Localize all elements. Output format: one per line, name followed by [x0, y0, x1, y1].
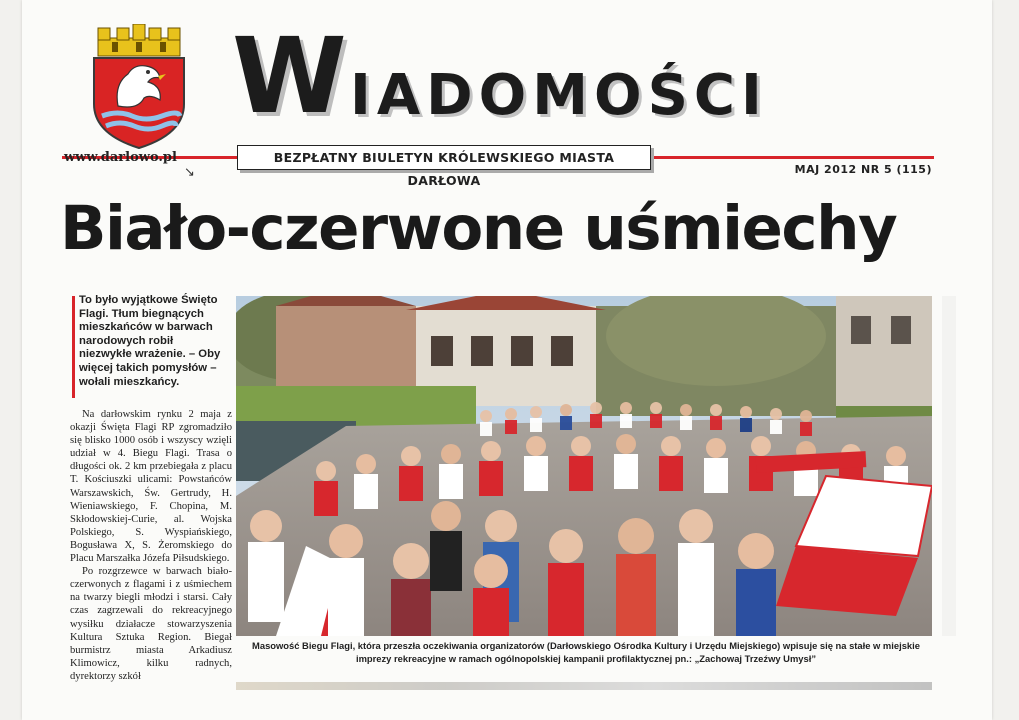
issue-number: MAJ 2012 NR 5 (115) — [794, 163, 932, 176]
masthead-title — [232, 15, 952, 137]
tagline-box — [237, 145, 651, 188]
lead-accent-bar — [72, 296, 75, 398]
masthead-initial: W — [232, 15, 341, 137]
next-photo-strip — [236, 682, 932, 690]
page-margin — [942, 296, 956, 636]
article-headline: Biało-czerwone uśmiechy — [60, 193, 897, 264]
newspaper-page — [22, 0, 992, 720]
masthead-rest: IADOMOŚCI — [350, 63, 768, 128]
photo-caption: Masowość Biegu Flagi, która przeszła oczekiwania organizatorów (Darłowskiego Ośrodka Kultury i Urzędu Miejskiego) wpisuje się na stałe w miejskie imprezy rekreacyjne w ramach ogólnopolskiej kampanii profilaktycznej pn.: „Zachowaj Trzeźwy Umysł” — [252, 640, 920, 664]
article-paragraph: Po rozgrzewce w barwach biało-czerwonych z flagami i z uśmiechem na twarzy biegli młodzi i starsi. Cały czas zagrzewali do rekreacyjnego wysiłku działacze stowarzyszenia Kultura Sztuka Region. Biegał burmistrz miasta Arkadiusz Klimowicz, kilku radnych, dyrektorzy szkół — [70, 566, 232, 682]
cursor-arrow-icon: ↘ — [184, 164, 195, 179]
article-body — [70, 408, 232, 688]
article-paragraph: Na darłowskim rynku 2 maja z okazji Święta Flagi RP zgromadziło się blisko 1000 osób i wszyscy wzięli udział w 4. Biegu Flagi. Trasa o długości ok. 2 km przebiegała z placu T. Kościuszki ulicami: Powstańców Warszawskich, Św. Gertrudy, H. Wieniawskiego, F. Chopina, M. Skłodowskiej-Curie, al. Wojska Polskiego, S. Wyspiańskiego, Bogusława X, S. Żeromskiego do Placu Marszałka Józefa Piłsudskiego. — [70, 409, 232, 565]
masthead-rule-right — [648, 156, 934, 159]
tagline: BEZPŁATNY BIULETYN KRÓLEWSKIEGO MIASTA DARŁOWA — [273, 150, 615, 188]
article-lead: To było wyjątkowe Święto Flagi. Tłum biegnących mieszkańców w barwach narodowych robił niezwykłe wrażenie. – Oby więcej takich pomysłów – wołali mieszkańcy. — [79, 294, 221, 388]
town-coat-of-arms — [88, 24, 190, 152]
website-link[interactable]: www.darlowo.pl — [64, 150, 177, 165]
article-photo — [236, 296, 932, 636]
